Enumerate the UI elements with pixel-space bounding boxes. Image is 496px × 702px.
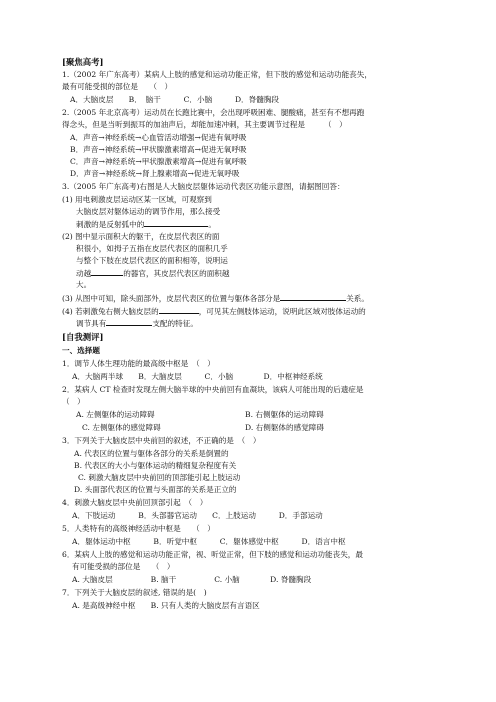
s2-q7-options: A. 是高级神经中枢 B. 只有人类的大脑皮层有言语区 xyxy=(72,601,260,610)
s2-q5-options: A．躯体运动中枢 B．听觉中枢 C．躯体感觉中枢 D．语言中枢 xyxy=(72,537,346,546)
q3-part4 xyxy=(62,306,366,317)
s2-q7-line1: 7．下列关于大脑皮层的叙述, 错误的是( ) xyxy=(62,588,207,597)
s2-q4-options: A．下肢运动 B．头部器官运动 C．上肢运动 D．手部运动 xyxy=(72,511,323,520)
q3-part2-d-pre: 动越 xyxy=(76,269,92,278)
s2-q4-line1: 4．刺激大脑皮层中央前回顶部引起 （ ） xyxy=(62,498,208,507)
answer-blank[interactable] xyxy=(106,318,152,326)
section-title-focus: [聚焦高考] xyxy=(62,57,104,67)
q3-part2-d-post: 的器官，其皮层代表区的面积越 xyxy=(123,269,230,278)
answer-blank[interactable] xyxy=(91,268,123,276)
s2-q6-options: A. 大脑皮层 B. 脑干 C. 小脑 D. 脊髓胸段 xyxy=(72,575,312,584)
q3-part2-c: 与整个下肢在皮层代表区的面积相等，说明运 xyxy=(76,256,228,265)
q3-part3-post: 关系。 xyxy=(346,294,369,303)
q3-part2-a: (2) 图中显示面积大的躯干，在皮层代表区的面 xyxy=(62,232,220,241)
q3-part3 xyxy=(62,293,369,304)
s2-q2-option-c: C. 左侧躯体的感觉障碍 xyxy=(82,423,161,432)
section-title-self-test: [自我测评] xyxy=(62,332,104,342)
q1-options: A．大脑皮层 B． 脑干 C．小脑 D．脊髓胸段 xyxy=(70,95,280,104)
q2-option-a: A．声音→神经系统→心血管活动增强→促进有氧呼吸 xyxy=(70,133,247,142)
q3-part1-c-text: 刺激的是反射弧中的 xyxy=(76,220,145,229)
q3-part1-c-end: 。 xyxy=(208,220,216,229)
q3-part2-d xyxy=(76,268,230,279)
q3-part4-b-pre: 调节具有 xyxy=(76,319,107,328)
q3-part1-a: (1) 用电刺激皮层运动区某一区域，可观察到 xyxy=(62,195,212,204)
q3-part1-b: 大脑皮层对躯体运动的调节作用，那么接受 xyxy=(76,207,221,216)
s2-q6-line2: 有可能受损的部位是 （ ） xyxy=(72,562,175,571)
answer-blank[interactable] xyxy=(159,306,199,314)
q3-part2-e: 大。 xyxy=(76,280,92,289)
q2-option-d: D．声音→神经系统→肾上腺素增高→促进无氧呼吸 xyxy=(70,169,240,178)
s2-q2-line1: 2．某病人 CT 检查时发现左侧大脑半球的中央前回有血凝块，该病人可能出现的后遗症是 xyxy=(62,385,364,394)
q3-part2-b: 积很小，如拇子五指在皮层代表区的面积几乎 xyxy=(76,244,228,253)
s2-q2-option-d: D. 右侧躯体的感觉障碍 xyxy=(245,423,324,432)
s2-q3-option-d: D. 头面部代表区的位置与头面部的关系是正立的 xyxy=(74,485,237,494)
s2-q3-line1: 3．下列关于大脑皮层中央前回的叙述，不正确的是 （ ） xyxy=(62,436,261,445)
answer-blank[interactable] xyxy=(144,219,208,227)
s2-q3-option-c: C. 刺激大脑皮层中央前回的顶部能引起上肢运动 xyxy=(78,473,241,482)
s2-q2-option-b: B. 右侧躯体的运动障碍 xyxy=(245,410,324,419)
q3-part4-b-post: 支配的特征。 xyxy=(152,319,198,328)
subsection-choice: 一、选择题 xyxy=(62,346,100,355)
s2-q3-option-b: B. 代表区的大小与躯体运动的精细复杂程度有关 xyxy=(74,461,237,470)
s2-q1-options: A．大脑两半球 B．大脑皮层 C．小脑 D．中枢神经系统 xyxy=(72,372,323,381)
q2-line1: 2.（2005 年北京高考）运动员在长跑比赛中，会出现呼吸困难、腿酸痛，甚至有不想再跑 xyxy=(62,108,365,117)
answer-blank[interactable] xyxy=(280,293,346,301)
s2-q2-option-a: A. 左侧躯体的运动障碍 xyxy=(76,410,155,419)
s2-q3-option-a: A. 代表区的位置与躯体各部分的关系是倒置的 xyxy=(74,449,229,458)
q2-option-c: C．声音→神经系统→甲状腺激素增高→促进有氧呼吸 xyxy=(70,157,247,166)
q3-part3-pre: (3) 从图中可知，除头面部外，皮层代表区的位置与躯体各部分是 xyxy=(62,294,281,303)
s2-q6-line1: 6．某病人上肢的感觉和运动功能正常，视、听觉正常，但下肢的感觉和运动功能丧失，最 xyxy=(62,550,363,559)
q3-part4-pre: (4) 若刺激兔右侧大脑皮层的 xyxy=(62,307,159,316)
q3-part4-b xyxy=(76,318,198,329)
s2-q5-line1: 5．人类特有的高级神经活动中枢是 （ ） xyxy=(62,524,215,533)
q1-line1: 1.（2002 年广东高考）某病人上肢的感觉和运动功能正常，但下肢的感觉和运动功能丧失， xyxy=(62,70,372,79)
q2-option-b: B．声音→神经系统→甲状腺激素增高→促进无氧呼吸 xyxy=(70,145,247,154)
s2-q1-line1: 1．调节人体生理功能的最高级中枢是 （ ） xyxy=(62,359,215,368)
q3-part4-post: ，可见其左侧肢体运动，说明此区域对肢体运动的 xyxy=(198,307,366,316)
q3-part1-c xyxy=(76,219,216,230)
q3-line1: 3.（2005 年广东高考)右图是人大脑皮层躯体运动代表区功能示意图，请据图回答： xyxy=(62,182,345,191)
q2-line2: 得念头，但是当听到振耳的加油声后，却能加速冲刺，其主要调节过程是 （ ） xyxy=(62,120,347,129)
s2-q2-line2: （ ） xyxy=(62,397,85,406)
q1-line2: 最有可能受损的部位是 （ ） xyxy=(62,82,173,91)
